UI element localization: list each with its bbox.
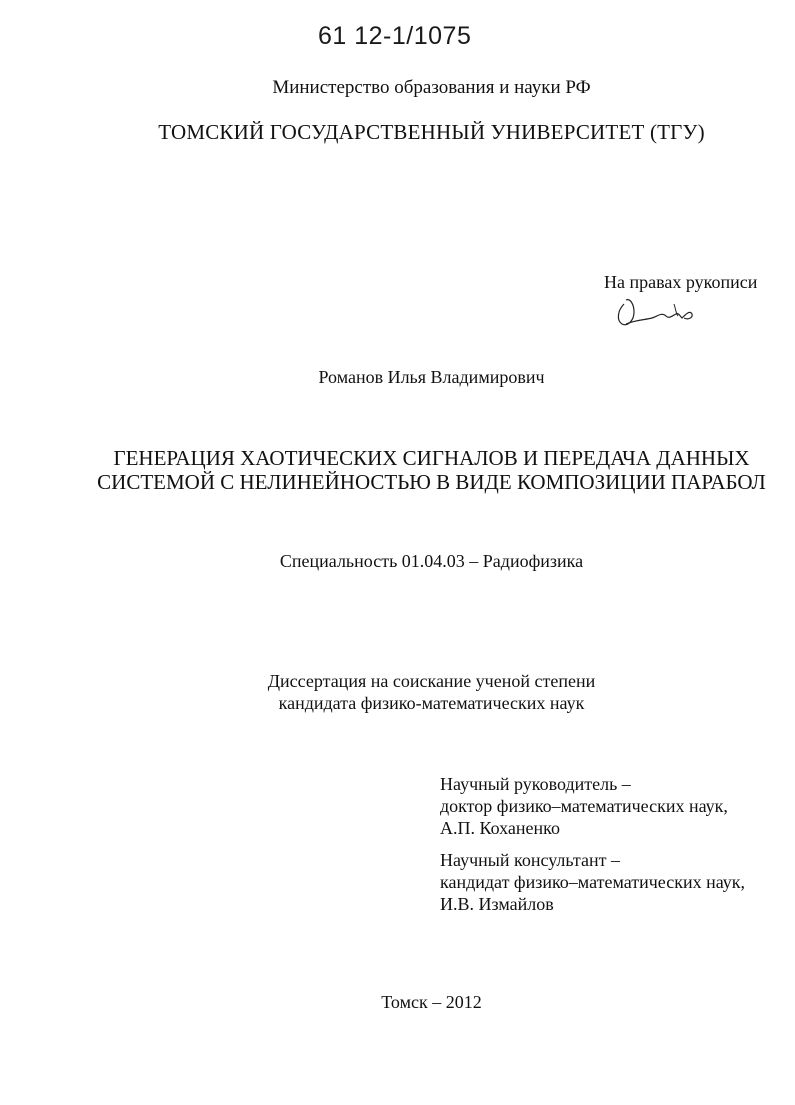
- city-year: Томск – 2012: [381, 992, 482, 1012]
- title-line-2: СИСТЕМОЙ С НЕЛИНЕЙНОСТЬЮ В ВИДЕ КОМПОЗИЦИИ ПАРАБОЛ: [97, 470, 766, 494]
- ministry-name: Министерство образования и науки РФ: [272, 77, 591, 98]
- title-line-1: ГЕНЕРАЦИЯ ХАОТИЧЕСКИХ СИГНАЛОВ И ПЕРЕДАЧА ДАННЫХ: [113, 446, 750, 470]
- scientific-consultant: [440, 849, 745, 915]
- degree-line-2: кандидата физико-математических наук: [278, 693, 585, 713]
- dissertation-title: [0, 446, 795, 494]
- supervisor-role: Научный руководитель –: [440, 774, 631, 794]
- consultant-name: И.В. Измайлов: [440, 894, 554, 914]
- dissertation-degree: [0, 670, 795, 714]
- supervisor-degree: доктор физико–математических наук,: [440, 796, 728, 816]
- supervisor-name: А.П. Коханенко: [440, 818, 560, 838]
- scientific-supervisor: [440, 773, 728, 839]
- handwritten-signature: [614, 290, 704, 330]
- university-name: ТОМСКИЙ ГОСУДАРСТВЕННЫЙ УНИВЕРСИТЕТ (ТГУ): [158, 120, 705, 144]
- registry-number: 61 12-1/1075: [318, 22, 472, 50]
- author-name: Романов Илья Владимирович: [318, 367, 545, 387]
- specialty: Специальность 01.04.03 – Радиофизика: [279, 551, 584, 571]
- consultant-degree: кандидат физико–математических наук,: [440, 872, 746, 892]
- consultant-role: Научный консультант –: [440, 850, 620, 870]
- manuscript-rights-note: На правах рукописи: [604, 272, 758, 292]
- degree-line-1: Диссертация на соискание ученой степени: [267, 671, 596, 691]
